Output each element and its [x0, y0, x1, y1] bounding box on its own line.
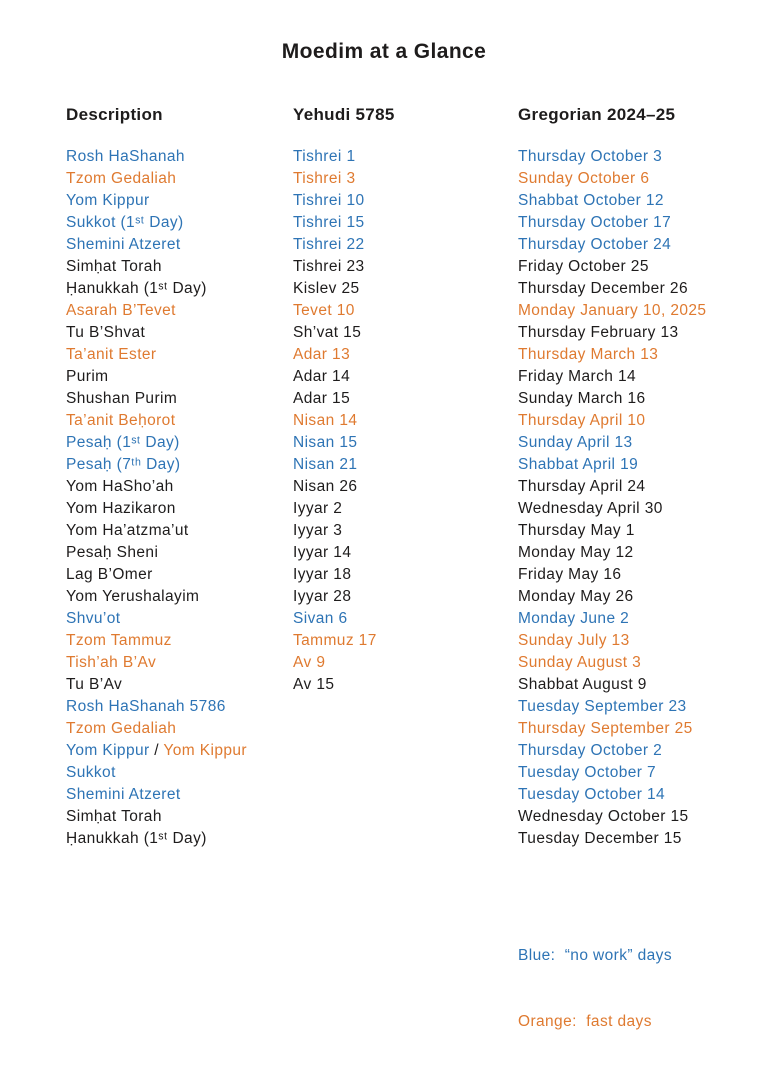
table-row [66, 322, 768, 344]
text-segment: Asarah B’Tevet [66, 302, 176, 319]
yehudi-date-cell [293, 696, 518, 718]
gregorian-date-cell [518, 828, 768, 850]
yehudi-date-cell [293, 234, 518, 256]
description-cell [66, 608, 293, 630]
description-cell [66, 388, 293, 410]
gregorian-date-cell [518, 520, 768, 542]
table-row [66, 520, 768, 542]
yehudi-date-cell [293, 586, 518, 608]
text-segment: Adar 13 [293, 346, 351, 363]
page-title: Moedim at a Glance [281, 40, 487, 63]
table-row [66, 542, 768, 564]
description-cell [66, 674, 293, 696]
text-segment: Sunday July 13 [518, 632, 630, 649]
gregorian-date-cell [518, 212, 768, 234]
table-row [66, 146, 768, 168]
text-segment: Thursday December 26 [518, 280, 688, 297]
text-segment: Ḥanukkah (1ˢᵗ Day) [66, 830, 207, 847]
yehudi-date-cell [293, 564, 518, 586]
table-row [66, 740, 768, 762]
text-segment: Tishrei 23 [293, 258, 365, 275]
table-row [66, 718, 768, 740]
description-cell [66, 696, 293, 718]
table-body [66, 146, 768, 850]
description-cell [66, 322, 293, 344]
text-segment: Pesaḥ (7ᵗʰ Day) [66, 456, 181, 473]
yehudi-date-cell [293, 410, 518, 432]
text-segment: Tuesday December 15 [518, 830, 682, 847]
text-segment: Av 15 [293, 676, 335, 693]
table-row [66, 696, 768, 718]
yehudi-date-cell [293, 476, 518, 498]
gregorian-date-cell [518, 498, 768, 520]
yehudi-date-cell [293, 630, 518, 652]
text-segment: Monday January 10, 2025 [518, 302, 707, 319]
text-segment: Tishrei 15 [293, 214, 365, 231]
yehudi-date-cell [293, 806, 518, 828]
yehudi-date-cell [293, 344, 518, 366]
gregorian-date-cell [518, 652, 768, 674]
text-segment: Nisan 26 [293, 478, 358, 495]
text-segment: Tishrei 10 [293, 192, 365, 209]
text-segment: Sh’vat 15 [293, 324, 362, 341]
gregorian-date-cell [518, 366, 768, 388]
description-cell [66, 652, 293, 674]
text-segment: Sivan 6 [293, 610, 348, 627]
description-cell [66, 520, 293, 542]
table-row [66, 498, 768, 520]
text-segment: Pesaḥ Sheni [66, 544, 159, 561]
gregorian-date-cell [518, 806, 768, 828]
gregorian-date-cell [518, 608, 768, 630]
table-row [66, 366, 768, 388]
text-segment: Tishrei 1 [293, 148, 356, 165]
yehudi-date-cell [293, 366, 518, 388]
text-segment: Monday June 2 [518, 610, 630, 627]
text-segment: Kislev 25 [293, 280, 360, 297]
gregorian-date-cell [518, 740, 768, 762]
gregorian-date-cell [518, 146, 768, 168]
gregorian-date-cell [518, 476, 768, 498]
text-segment: Adar 15 [293, 390, 351, 407]
text-segment: / [154, 742, 159, 759]
column-header-description: Description [66, 105, 163, 124]
description-cell [66, 564, 293, 586]
description-cell [66, 784, 293, 806]
text-segment: Yom Yerushalayim [66, 588, 200, 605]
gregorian-date-cell [518, 454, 768, 476]
description-cell [66, 410, 293, 432]
text-segment: Tzom Gedaliah [66, 170, 177, 187]
description-cell [66, 476, 293, 498]
table-row [66, 212, 768, 234]
table-row [66, 388, 768, 410]
gregorian-date-cell [518, 344, 768, 366]
text-segment: Tishrei 22 [293, 236, 365, 253]
text-segment: Tevet 10 [293, 302, 355, 319]
text-segment: Rosh HaShanah [66, 148, 185, 165]
table-header-row [66, 105, 768, 146]
text-segment: Tammuz 17 [293, 632, 377, 649]
text-segment: Iyyar 18 [293, 566, 352, 583]
gregorian-date-cell [518, 586, 768, 608]
gregorian-date-cell [518, 564, 768, 586]
text-segment: Thursday October 24 [518, 236, 672, 253]
gregorian-date-cell [518, 322, 768, 344]
text-segment: Simḥat Torah [66, 808, 162, 825]
text-segment: Sukkot (1ˢᵗ Day) [66, 214, 184, 231]
gregorian-date-cell [518, 784, 768, 806]
description-cell [66, 762, 293, 784]
text-segment: Sunday October 6 [518, 170, 650, 187]
text-segment: Shvu’ot [66, 610, 121, 627]
gregorian-date-cell [518, 410, 768, 432]
text-segment: Thursday October 17 [518, 214, 672, 231]
description-cell [66, 234, 293, 256]
table-row [66, 608, 768, 630]
table-row [66, 564, 768, 586]
yehudi-date-cell [293, 146, 518, 168]
text-segment: Shemini Atzeret [66, 236, 181, 253]
gregorian-date-cell [518, 300, 768, 322]
text-segment: Sunday August 3 [518, 654, 642, 671]
description-cell [66, 190, 293, 212]
description-cell [66, 806, 293, 828]
table-row [66, 278, 768, 300]
gregorian-date-cell [518, 278, 768, 300]
table-row [66, 300, 768, 322]
description-cell [66, 256, 293, 278]
table-row [66, 432, 768, 454]
description-cell [66, 344, 293, 366]
text-segment: Pesaḥ (1ˢᵗ Day) [66, 434, 180, 451]
description-cell [66, 498, 293, 520]
text-segment: Thursday February 13 [518, 324, 679, 341]
description-cell [66, 146, 293, 168]
text-segment: Ḥanukkah (1ˢᵗ Day) [66, 280, 207, 297]
text-segment: Shushan Purim [66, 390, 178, 407]
text-segment: Purim [66, 368, 109, 385]
yehudi-date-cell [293, 212, 518, 234]
description-cell [66, 630, 293, 652]
gregorian-date-cell [518, 762, 768, 784]
yehudi-date-cell [293, 740, 518, 762]
table-row [66, 454, 768, 476]
text-segment: Rosh HaShanah 5786 [66, 698, 226, 715]
description-cell [66, 300, 293, 322]
gregorian-date-cell [518, 718, 768, 740]
description-cell [66, 740, 293, 762]
legend-blue-label: Blue: “no work” days [518, 947, 672, 964]
text-segment: Sunday April 13 [518, 434, 633, 451]
text-segment: Friday March 14 [518, 368, 636, 385]
text-segment: Shabbat April 19 [518, 456, 639, 473]
table-row [66, 168, 768, 190]
text-segment: Monday May 26 [518, 588, 634, 605]
gregorian-date-cell [518, 190, 768, 212]
yehudi-date-cell [293, 718, 518, 740]
text-segment: Thursday May 1 [518, 522, 635, 539]
yehudi-date-cell [293, 608, 518, 630]
yehudi-date-cell [293, 168, 518, 190]
text-segment: Tzom Tammuz [66, 632, 172, 649]
text-segment: Tu B’Shvat [66, 324, 146, 341]
description-cell [66, 212, 293, 234]
gregorian-date-cell [518, 388, 768, 410]
gregorian-date-cell [518, 256, 768, 278]
description-cell [66, 586, 293, 608]
gregorian-date-cell [518, 234, 768, 256]
text-segment: Yom HaSho’ah [66, 478, 174, 495]
text-segment: Yom Hazikaron [66, 500, 176, 517]
description-cell [66, 718, 293, 740]
text-segment: Yom Kippur [158, 742, 247, 759]
text-segment: Nisan 14 [293, 412, 358, 429]
column-header-gregorian: Gregorian 2024–25 [518, 105, 676, 124]
description-cell [66, 278, 293, 300]
gregorian-date-cell [518, 674, 768, 696]
text-segment: Tish’ah B’Av [66, 654, 157, 671]
yehudi-date-cell [293, 674, 518, 696]
text-segment: Tuesday October 14 [518, 786, 666, 803]
table-row [66, 762, 768, 784]
text-segment: Ta’anit Beḥorot [66, 412, 176, 429]
yehudi-date-cell [293, 520, 518, 542]
description-cell [66, 828, 293, 850]
text-segment: Iyyar 28 [293, 588, 352, 605]
table-row [66, 410, 768, 432]
text-segment: Thursday October 2 [518, 742, 663, 759]
text-segment: Sukkot [66, 764, 116, 781]
yehudi-date-cell [293, 278, 518, 300]
text-segment: Av 9 [293, 654, 326, 671]
yehudi-date-cell [293, 542, 518, 564]
text-segment: Wednesday October 15 [518, 808, 689, 825]
yehudi-date-cell [293, 828, 518, 850]
text-segment: Friday May 16 [518, 566, 622, 583]
yehudi-date-cell [293, 300, 518, 322]
text-segment: Tzom Gedaliah [66, 720, 177, 737]
text-segment: Tuesday September 23 [518, 698, 687, 715]
yehudi-date-cell [293, 454, 518, 476]
yehudi-date-cell [293, 498, 518, 520]
text-segment: Friday October 25 [518, 258, 649, 275]
table-row [66, 784, 768, 806]
table-row [66, 344, 768, 366]
table-row [66, 586, 768, 608]
description-cell [66, 432, 293, 454]
gregorian-date-cell [518, 696, 768, 718]
text-segment: Thursday September 25 [518, 720, 693, 737]
table-row [66, 630, 768, 652]
text-segment: Tishrei 3 [293, 170, 356, 187]
yehudi-date-cell [293, 388, 518, 410]
text-segment: Monday May 12 [518, 544, 634, 561]
gregorian-date-cell [518, 630, 768, 652]
table-row [66, 652, 768, 674]
text-segment: Shemini Atzeret [66, 786, 181, 803]
text-segment: Iyyar 14 [293, 544, 352, 561]
text-segment: Thursday April 10 [518, 412, 646, 429]
yehudi-date-cell [293, 256, 518, 278]
text-segment: Simḥat Torah [66, 258, 162, 275]
moedim-table [66, 105, 768, 850]
text-segment: Yom Ha’atzma’ut [66, 522, 189, 539]
yehudi-date-cell [293, 432, 518, 454]
yehudi-date-cell [293, 762, 518, 784]
table-row [66, 806, 768, 828]
description-cell [66, 168, 293, 190]
text-segment: Yom Kippur [66, 192, 150, 209]
text-segment: Yom Kippur [66, 742, 155, 759]
legend [518, 901, 672, 1077]
table-row [66, 828, 768, 850]
text-segment: Shabbat August 9 [518, 676, 647, 693]
text-segment: Ta’anit Ester [66, 346, 157, 363]
text-segment: Adar 14 [293, 368, 351, 385]
text-segment: Tuesday October 7 [518, 764, 657, 781]
table-row [66, 476, 768, 498]
table-row [66, 256, 768, 278]
text-segment: Tu B’Av [66, 676, 123, 693]
text-segment: Nisan 21 [293, 456, 358, 473]
legend-orange-label: Orange: fast days [518, 1013, 652, 1030]
yehudi-date-cell [293, 190, 518, 212]
table-row [66, 234, 768, 256]
gregorian-date-cell [518, 168, 768, 190]
description-cell [66, 454, 293, 476]
text-segment: Thursday October 3 [518, 148, 663, 165]
description-cell [66, 542, 293, 564]
text-segment: Iyyar 2 [293, 500, 343, 517]
text-segment: Sunday March 16 [518, 390, 646, 407]
gregorian-date-cell [518, 542, 768, 564]
text-segment: Lag B’Omer [66, 566, 153, 583]
yehudi-date-cell [293, 652, 518, 674]
text-segment: Wednesday April 30 [518, 500, 663, 517]
gregorian-date-cell [518, 432, 768, 454]
text-segment: Shabbat October 12 [518, 192, 664, 209]
description-cell [66, 366, 293, 388]
column-header-yehudi: Yehudi 5785 [293, 105, 395, 124]
text-segment: Nisan 15 [293, 434, 358, 451]
yehudi-date-cell [293, 784, 518, 806]
table-row [66, 674, 768, 696]
text-segment: Thursday March 13 [518, 346, 659, 363]
text-segment: Iyyar 3 [293, 522, 343, 539]
yehudi-date-cell [293, 322, 518, 344]
text-segment: Thursday April 24 [518, 478, 646, 495]
table-row [66, 190, 768, 212]
